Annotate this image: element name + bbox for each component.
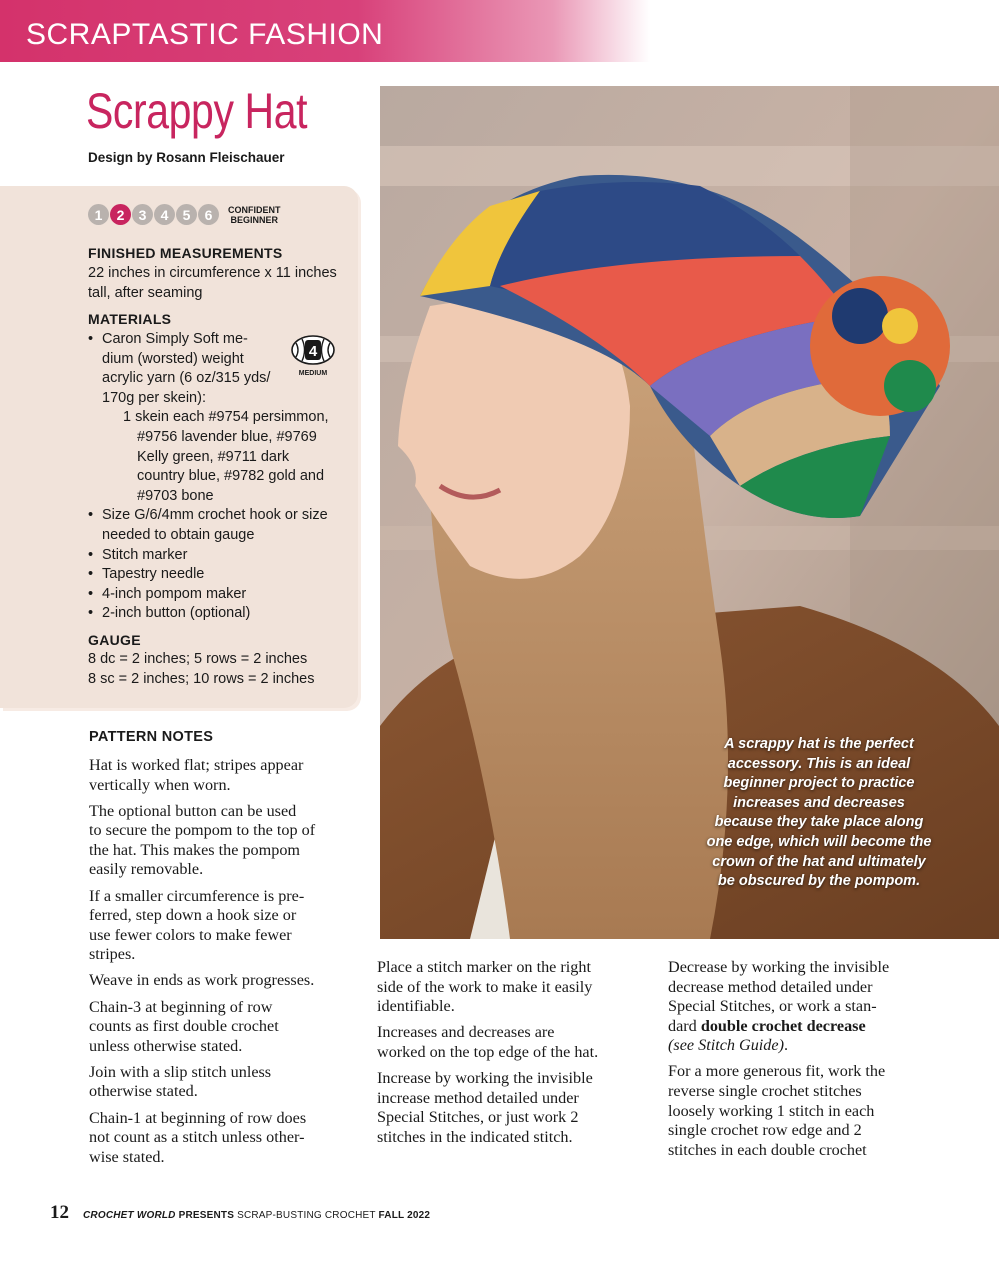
materials-heading: MATERIALS <box>88 311 172 327</box>
page-footer <box>50 1202 430 1224</box>
paragraph: Increases and decreases are worked on the top edge of the hat. <box>377 1023 599 1061</box>
pattern-title: Scrappy Hat <box>86 83 308 139</box>
gauge-heading: GAUGE <box>88 632 141 648</box>
designer-byline: Design by Rosann Fleischauer <box>88 150 285 165</box>
list-item: • Size G/6/4mm crochet hook or size needed to obtain gauge <box>88 507 328 543</box>
paragraph: Decrease by working the invisible decrease method detailed under Special Stitches, or work a stan- dard double crochet decrease (see Stitch Guide). <box>668 958 890 1055</box>
skill-level-indicator <box>88 204 281 225</box>
pattern-notes-column-2 <box>377 958 657 1154</box>
paragraph: Join with a slip stitch unless otherwise stated. <box>89 1062 272 1101</box>
gauge-text: 8 dc = 2 inches; 5 rows = 2 inches 8 sc = 2 inches; 10 rows = 2 inches <box>88 651 315 687</box>
skill-level-2: 2 <box>110 204 131 225</box>
photo-caption: A scrappy hat is the perfect accessory. This is an ideal beginner project to practice increases and decreases because they take place along one edge, which will become the crown of the hat and ultimately be obscured by the pompom. <box>706 736 932 890</box>
footer-credit: CROCHET WORLD PRESENTS SCRAP-BUSTING CROCHET FALL 2022 <box>83 1210 431 1221</box>
paragraph: If a smaller circumference is pre- ferred, step down a hook size or use fewer colors to make fewer stripes. <box>89 886 305 964</box>
paragraph: The optional button can be used to secure the pompom to the top of the hat. This makes the pompom easily removable. <box>89 801 316 879</box>
pattern-notes-column-1 <box>89 756 369 1174</box>
finished-measurements-heading: FINISHED MEASUREMENTS <box>88 245 283 261</box>
section-title: SCRAPTASTIC FASHION <box>26 18 384 51</box>
skill-level-5: 5 <box>176 204 197 225</box>
skill-level-4: 4 <box>154 204 175 225</box>
skill-level-label: CONFIDENT BEGINNER <box>228 204 281 225</box>
list-item: • Tapestry needle <box>88 566 205 583</box>
list-item: • 4-inch pompom maker <box>88 585 247 602</box>
materials-list <box>88 330 338 624</box>
pattern-notes-column-3 <box>668 958 968 1167</box>
skill-level-6: 6 <box>198 204 219 225</box>
paragraph: For a more generous fit, work the reverse single crochet stitches loosely working 1 stitch in each single crochet row edge and 2 stitches in each double crochet <box>668 1062 886 1159</box>
yarn-weight-label: MEDIUM <box>298 370 328 377</box>
yarn-weight-number: 4 <box>308 343 318 360</box>
section-banner <box>0 0 650 62</box>
paragraph: Chain-1 at beginning of row does not count as a stitch unless other- wise stated. <box>89 1108 307 1166</box>
list-item: • 2-inch button (optional) <box>88 605 251 622</box>
page-number: 12 <box>50 1202 69 1223</box>
list-item-sub: 1 skein each #9754 persimmon, #9756 lavender blue, #9769 Kelly green, #9711 dark country blue, #9782 gold and #9703 bone <box>123 409 329 504</box>
paragraph: Increase by working the invisible increase method detailed under Special Stitches, or just work 2 stitches in the indicated stitch. <box>377 1068 593 1146</box>
paragraph: Place a stitch marker on the right side of the work to make it easily identifiable. <box>377 958 593 1016</box>
pattern-notes-heading: PATTERN NOTES <box>89 729 214 745</box>
paragraph: Weave in ends as work progresses. <box>89 971 315 990</box>
finished-measurements-text: 22 inches in circumference x 11 inches tall, after seaming <box>88 265 337 301</box>
list-item: • Stitch marker <box>88 546 188 563</box>
skill-level-1: 1 <box>88 204 109 225</box>
paragraph: Chain-3 at beginning of row counts as first double crochet unless otherwise stated. <box>89 997 279 1055</box>
paragraph: Hat is worked flat; stripes appear vertically when worn. <box>89 756 304 794</box>
skill-level-3: 3 <box>132 204 153 225</box>
list-item: • Caron Simply Soft me- dium (worsted) weight acrylic yarn (6 oz/315 yds/ 170g per skein): <box>88 331 271 406</box>
